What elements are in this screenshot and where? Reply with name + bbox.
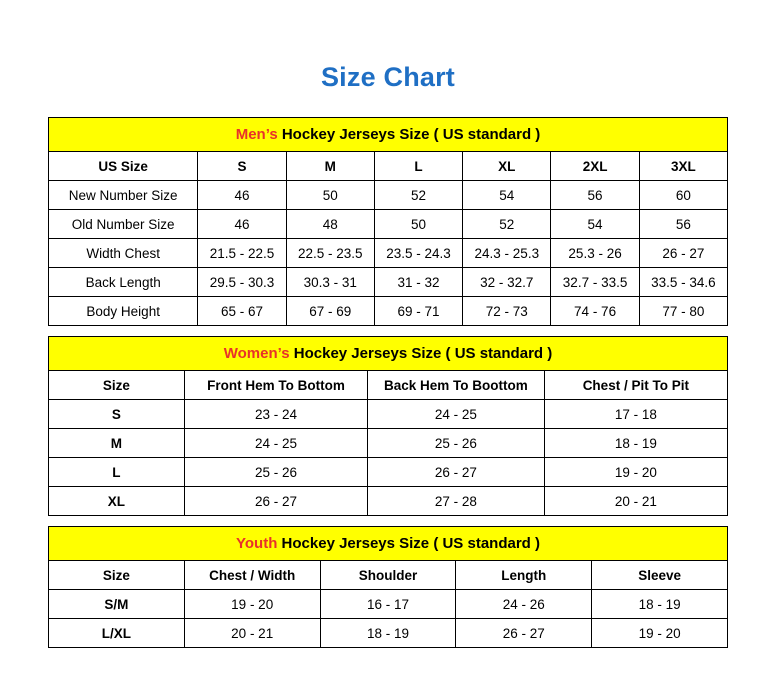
mens-col-4: XL — [463, 152, 551, 181]
womens-column-header-row — [49, 371, 728, 400]
youth-heading-rest: Hockey Jerseys Size ( US standard ) — [277, 535, 540, 552]
table-row — [49, 239, 728, 268]
mens-col-5: 2XL — [551, 152, 639, 181]
womens-row-2-val-0: 25 - 26 — [184, 458, 367, 487]
mens-row-4-val-4: 74 - 76 — [551, 297, 639, 326]
youth-heading-accent: Youth — [236, 535, 278, 552]
mens-col-3: L — [374, 152, 462, 181]
mens-row-2-label: Width Chest — [49, 239, 198, 268]
size-tables-container — [48, 117, 728, 648]
womens-row-0-val-2: 17 - 18 — [544, 400, 727, 429]
mens-column-header-row — [49, 152, 728, 181]
mens-size-table — [48, 117, 728, 326]
youth-row-1-val-3: 19 - 20 — [592, 619, 728, 648]
womens-row-3-val-0: 26 - 27 — [184, 487, 367, 516]
youth-row-0-val-2: 24 - 26 — [456, 590, 592, 619]
womens-col-0: Size — [49, 371, 185, 400]
womens-row-3-label: XL — [49, 487, 185, 516]
mens-row-0-label: New Number Size — [49, 181, 198, 210]
mens-row-2-val-3: 24.3 - 25.3 — [463, 239, 551, 268]
youth-col-2: Shoulder — [320, 561, 456, 590]
mens-row-4-val-3: 72 - 73 — [463, 297, 551, 326]
womens-heading-rest: Hockey Jerseys Size ( US standard ) — [289, 345, 553, 362]
womens-col-1: Front Hem To Bottom — [184, 371, 367, 400]
youth-col-1: Chest / Width — [184, 561, 320, 590]
mens-row-1-val-4: 54 — [551, 210, 639, 239]
table-row — [49, 429, 728, 458]
mens-section-heading — [49, 118, 728, 152]
table-row — [49, 268, 728, 297]
youth-col-3: Length — [456, 561, 592, 590]
youth-row-0-val-1: 16 - 17 — [320, 590, 456, 619]
womens-row-0-label: S — [49, 400, 185, 429]
mens-row-4-val-5: 77 - 80 — [639, 297, 727, 326]
mens-col-2: M — [286, 152, 374, 181]
table-row — [49, 458, 728, 487]
mens-row-0-val-4: 56 — [551, 181, 639, 210]
mens-col-6: 3XL — [639, 152, 727, 181]
womens-heading-accent: Women’s — [223, 345, 290, 362]
page-title: Size Chart — [320, 62, 456, 92]
youth-row-0-val-3: 18 - 19 — [592, 590, 728, 619]
mens-row-0-val-1: 50 — [286, 181, 374, 210]
mens-section-heading-row — [49, 118, 728, 152]
mens-row-3-val-3: 32 - 32.7 — [463, 268, 551, 297]
mens-row-3-val-1: 30.3 - 31 — [286, 268, 374, 297]
table-row — [49, 210, 728, 239]
mens-row-2-val-4: 25.3 - 26 — [551, 239, 639, 268]
youth-row-1-val-0: 20 - 21 — [184, 619, 320, 648]
mens-row-1-label: Old Number Size — [49, 210, 198, 239]
table-row — [49, 487, 728, 516]
mens-row-4-val-2: 69 - 71 — [374, 297, 462, 326]
mens-row-3-val-5: 33.5 - 34.6 — [639, 268, 727, 297]
mens-col-1: S — [198, 152, 286, 181]
womens-col-3: Chest / Pit To Pit — [544, 371, 727, 400]
table-row — [49, 619, 728, 648]
youth-col-4: Sleeve — [592, 561, 728, 590]
womens-row-3-val-2: 20 - 21 — [544, 487, 727, 516]
mens-heading-rest: Hockey Jerseys Size ( US standard ) — [277, 126, 541, 143]
youth-row-0-val-0: 19 - 20 — [184, 590, 320, 619]
mens-row-4-val-0: 65 - 67 — [198, 297, 286, 326]
mens-heading-accent: Men’s — [235, 126, 278, 143]
womens-row-3-val-1: 27 - 28 — [368, 487, 545, 516]
mens-row-3-label: Back Length — [49, 268, 198, 297]
mens-col-0: US Size — [49, 152, 198, 181]
womens-section-heading — [49, 337, 728, 371]
womens-row-2-label: L — [49, 458, 185, 487]
youth-col-0: Size — [49, 561, 185, 590]
womens-col-2: Back Hem To Boottom — [368, 371, 545, 400]
mens-row-4-val-1: 67 - 69 — [286, 297, 374, 326]
table-row — [49, 590, 728, 619]
mens-row-0-val-3: 54 — [463, 181, 551, 210]
womens-row-1-val-1: 25 - 26 — [368, 429, 545, 458]
mens-row-2-val-5: 26 - 27 — [639, 239, 727, 268]
womens-row-2-val-2: 19 - 20 — [544, 458, 727, 487]
youth-section-heading-row — [49, 527, 728, 561]
mens-row-3-val-4: 32.7 - 33.5 — [551, 268, 639, 297]
mens-row-0-val-0: 46 — [198, 181, 286, 210]
womens-row-1-val-2: 18 - 19 — [544, 429, 727, 458]
womens-row-1-val-0: 24 - 25 — [184, 429, 367, 458]
youth-size-table — [48, 526, 728, 648]
mens-row-4-label: Body Height — [49, 297, 198, 326]
youth-row-1-label: L/XL — [49, 619, 185, 648]
womens-section-heading-row — [49, 337, 728, 371]
youth-row-1-val-1: 18 - 19 — [320, 619, 456, 648]
youth-column-header-row — [49, 561, 728, 590]
table-row — [49, 297, 728, 326]
youth-section-heading — [49, 527, 728, 561]
table-row — [49, 400, 728, 429]
mens-row-1-val-1: 48 — [286, 210, 374, 239]
mens-row-0-val-2: 52 — [374, 181, 462, 210]
mens-row-2-val-0: 21.5 - 22.5 — [198, 239, 286, 268]
spacer — [48, 516, 728, 526]
mens-row-0-val-5: 60 — [639, 181, 727, 210]
womens-row-2-val-1: 26 - 27 — [368, 458, 545, 487]
womens-row-0-val-0: 23 - 24 — [184, 400, 367, 429]
womens-row-0-val-1: 24 - 25 — [368, 400, 545, 429]
mens-row-3-val-2: 31 - 32 — [374, 268, 462, 297]
womens-size-table — [48, 336, 728, 516]
mens-row-2-val-1: 22.5 - 23.5 — [286, 239, 374, 268]
youth-row-0-label: S/M — [49, 590, 185, 619]
table-row — [49, 181, 728, 210]
mens-row-1-val-3: 52 — [463, 210, 551, 239]
mens-row-3-val-0: 29.5 - 30.3 — [198, 268, 286, 297]
spacer — [48, 326, 728, 336]
mens-row-1-val-5: 56 — [639, 210, 727, 239]
mens-row-2-val-2: 23.5 - 24.3 — [374, 239, 462, 268]
mens-row-1-val-2: 50 — [374, 210, 462, 239]
youth-row-1-val-2: 26 - 27 — [456, 619, 592, 648]
mens-row-1-val-0: 46 — [198, 210, 286, 239]
spacer-table-1 — [48, 326, 728, 336]
spacer-table-2 — [48, 516, 728, 526]
womens-row-1-label: M — [49, 429, 185, 458]
